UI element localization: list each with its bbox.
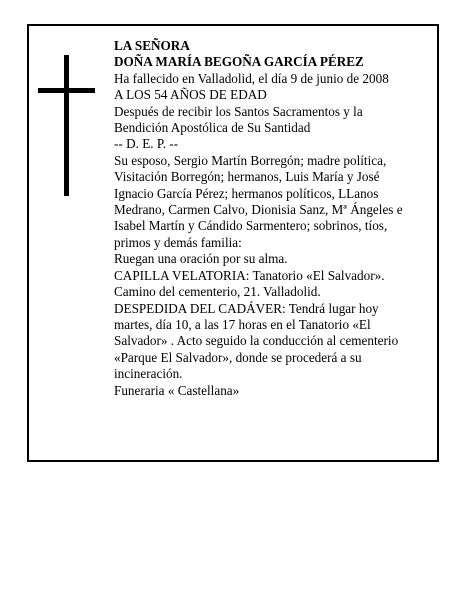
death-statement: Ha fallecido en Valladolid, el día 9 de junio de 2008 [114, 70, 389, 86]
age-statement: A LOS 54 AÑOS DE EDAD [114, 87, 267, 103]
family-list: Su esposo, Sergio Martín Borregón; madre política, Visitación Borregón; hermanos, Luis María y José Ignacio García Pérez; hermanos políticos, LLanos Medrano, Carmen Calvo, Dionisia Sanz, Mª Ángeles e Isabel Martín y Cándido Sarmentero; sobrinos, tíos, primos y demás familia: [114, 152, 403, 250]
prayer-request: Ruegan una oración por su alma. [114, 251, 288, 267]
sacraments-statement: Después de recibir los Santos Sacramentos y la Bendición Apostólica de Su Santidad [114, 103, 363, 136]
notice-heading: LA SEÑORA [114, 38, 190, 53]
cross-icon [38, 55, 95, 196]
rip-line: -- D. E. P. -- [114, 136, 179, 152]
funeral-farewell: DESPEDIDA DEL CADÁVER: Tendrá lugar hoy martes, día 10, a las 17 horas en el Tanatorio «El Salvador» . Acto seguido la conducción al cementerio «Parque El Salvador», donde se procederá a su incineración. [114, 300, 399, 382]
cross-horizontal-bar [38, 88, 95, 93]
obituary-text [114, 38, 416, 399]
deceased-name: DOÑA MARÍA BEGOÑA GARCÍA PÉREZ [114, 54, 364, 70]
funeral-home: Funeraria « Castellana» [114, 382, 240, 398]
cross-vertical-bar [64, 55, 69, 196]
wake-chapel: CAPILLA VELATORIA: Tanatorio «El Salvador». Camino del cementerio, 21. Valladolid. [114, 267, 385, 300]
